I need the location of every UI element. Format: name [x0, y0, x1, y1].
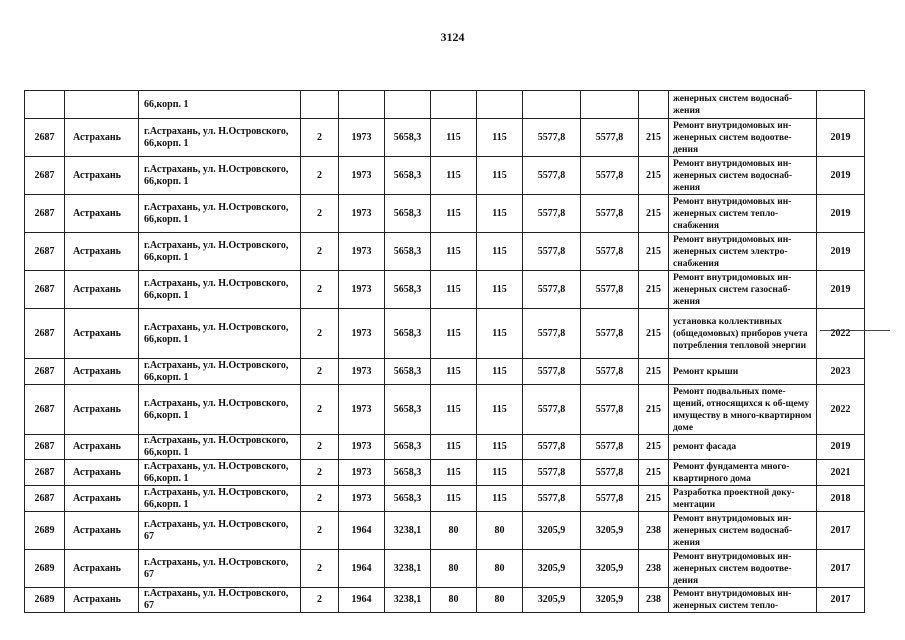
cell-address: г.Астрахань, ул. Н.Островского, 66,корп. 1 — [139, 486, 301, 512]
cell-area-a: 5577,8 — [523, 195, 581, 233]
cell-row-id: 2689 — [25, 512, 65, 550]
cell-total-area: 5658,3 — [385, 435, 431, 460]
cell-floors: 2 — [301, 486, 339, 512]
cell-planned-year: 2019 — [817, 271, 865, 309]
cell-address: г.Астрахань, ул. Н.Островского, 66,корп. 1 — [139, 195, 301, 233]
table-row — [25, 195, 865, 233]
cell-planned-year: 2023 — [817, 359, 865, 385]
cell-col-11: 215 — [639, 233, 669, 271]
cell-address: г.Астрахань, ул. Н.Островского, 66,корп. 1 — [139, 309, 301, 359]
cell-total-area: 5658,3 — [385, 195, 431, 233]
cell-year-built: 1973 — [339, 435, 385, 460]
table-row — [25, 119, 865, 157]
cell-col-8: 115 — [477, 233, 523, 271]
cell-year-built: 1973 — [339, 385, 385, 435]
cell-total-area: 5658,3 — [385, 359, 431, 385]
cell-area-a: 3205,9 — [523, 588, 581, 613]
cell-col-8: 115 — [477, 435, 523, 460]
cell-area-b: 5577,8 — [581, 233, 639, 271]
cell-col-11: 238 — [639, 588, 669, 613]
cell-area-a: 5577,8 — [523, 271, 581, 309]
cell-work-type: Ремонт внутридомовых ин-женерных систем электро-снабжения — [669, 233, 817, 271]
cell-col-11: 215 — [639, 359, 669, 385]
cell-total-area: 5658,3 — [385, 309, 431, 359]
cell-work-type: Ремонт внутридомовых ин-женерных систем тепло-снабжения — [669, 195, 817, 233]
cell-col-8: 115 — [477, 486, 523, 512]
cell-work-type: Ремонт внутридомовых ин-женерных систем газоснаб-жения — [669, 271, 817, 309]
cell-col-11: 215 — [639, 435, 669, 460]
cell-row-id: 2687 — [25, 385, 65, 435]
cell-col-11: 215 — [639, 309, 669, 359]
cell-col-7: 115 — [431, 119, 477, 157]
cell-row-id: 2687 — [25, 309, 65, 359]
cell-planned-year: 2017 — [817, 550, 865, 588]
cell-col-11: 238 — [639, 512, 669, 550]
cell-col-11: 215 — [639, 385, 669, 435]
cell-year-built: 1973 — [339, 157, 385, 195]
cell-col-7: 115 — [431, 486, 477, 512]
cell-city: Астрахань — [65, 359, 139, 385]
cell-work-type: Ремонт внутридомовых ин-женерных систем водоснаб-жения — [669, 512, 817, 550]
cell-work-type: Ремонт фундамента много-квартирного дома — [669, 460, 817, 486]
cell-col-7: 115 — [431, 271, 477, 309]
cell-year-built: 1973 — [339, 460, 385, 486]
cell-col-7: 115 — [431, 460, 477, 486]
cell-year-built: 1973 — [339, 486, 385, 512]
cell-floors: 2 — [301, 385, 339, 435]
cell-work-type: Ремонт подвальных поме-щений, относящихся к об-щему имуществу в много-квартирном доме — [669, 385, 817, 435]
table-row — [25, 460, 865, 486]
cell-col-11: 238 — [639, 550, 669, 588]
stray-scan-line — [820, 330, 890, 331]
cell-year-built: 1964 — [339, 588, 385, 613]
cell-row-id: 2687 — [25, 157, 65, 195]
cell-planned-year: 2017 — [817, 512, 865, 550]
cell-area-b: 5577,8 — [581, 435, 639, 460]
cell-city: Астрахань — [65, 486, 139, 512]
table-row — [25, 550, 865, 588]
cell-col-8: 80 — [477, 512, 523, 550]
cell-address: 66,корп. 1 — [139, 91, 301, 119]
cell-city: Астрахань — [65, 157, 139, 195]
table-row — [25, 157, 865, 195]
cell-col-7: 115 — [431, 233, 477, 271]
cell-planned-year: 2017 — [817, 588, 865, 613]
cell-col-11: 215 — [639, 195, 669, 233]
cell-row-id: 2687 — [25, 486, 65, 512]
cell-area-b: 3205,9 — [581, 588, 639, 613]
cell-work-type: Ремонт внутридомовых ин-женерных систем водоснаб-жения — [669, 157, 817, 195]
table-row — [25, 309, 865, 359]
cell-col-11 — [639, 91, 669, 119]
cell-floors: 2 — [301, 550, 339, 588]
cell-area-b: 5577,8 — [581, 486, 639, 512]
cell-area-b: 5577,8 — [581, 157, 639, 195]
cell-col-8 — [477, 91, 523, 119]
cell-year-built: 1964 — [339, 550, 385, 588]
cell-total-area — [385, 91, 431, 119]
cell-floors: 2 — [301, 512, 339, 550]
cell-address: г.Астрахань, ул. Н.Островского, 66,корп. 1 — [139, 157, 301, 195]
cell-col-8: 115 — [477, 195, 523, 233]
cell-floors: 2 — [301, 460, 339, 486]
cell-planned-year: 2022 — [817, 385, 865, 435]
table-row — [25, 512, 865, 550]
cell-col-7: 80 — [431, 588, 477, 613]
cell-city: Астрахань — [65, 119, 139, 157]
cell-year-built: 1973 — [339, 359, 385, 385]
cell-area-a — [523, 91, 581, 119]
cell-city: Астрахань — [65, 460, 139, 486]
cell-city: Астрахань — [65, 435, 139, 460]
cell-area-a: 3205,9 — [523, 512, 581, 550]
cell-col-7: 115 — [431, 157, 477, 195]
cell-area-a: 5577,8 — [523, 233, 581, 271]
cell-floors: 2 — [301, 588, 339, 613]
cell-planned-year: 2022 — [817, 309, 865, 359]
cell-row-id: 2689 — [25, 588, 65, 613]
cell-floors: 2 — [301, 195, 339, 233]
cell-row-id: 2687 — [25, 233, 65, 271]
cell-col-8: 115 — [477, 359, 523, 385]
cell-city — [65, 91, 139, 119]
cell-col-7: 115 — [431, 435, 477, 460]
cell-col-7 — [431, 91, 477, 119]
cell-planned-year: 2019 — [817, 435, 865, 460]
cell-city: Астрахань — [65, 512, 139, 550]
cell-city: Астрахань — [65, 385, 139, 435]
cell-address: г.Астрахань, ул. Н.Островского, 66,корп. 1 — [139, 359, 301, 385]
cell-col-7: 115 — [431, 309, 477, 359]
cell-col-8: 115 — [477, 157, 523, 195]
cell-address: г.Астрахань, ул. Н.Островского, 67 — [139, 588, 301, 613]
cell-area-b: 3205,9 — [581, 512, 639, 550]
cell-row-id: 2687 — [25, 195, 65, 233]
cell-col-11: 215 — [639, 271, 669, 309]
cell-floors: 2 — [301, 271, 339, 309]
cell-area-a: 5577,8 — [523, 385, 581, 435]
cell-work-type: Ремонт внутридомовых ин-женерных систем водоотве-дения — [669, 550, 817, 588]
cell-total-area: 5658,3 — [385, 385, 431, 435]
cell-total-area: 5658,3 — [385, 119, 431, 157]
cell-total-area: 5658,3 — [385, 486, 431, 512]
cell-area-a: 5577,8 — [523, 435, 581, 460]
page-number: 3124 — [440, 30, 465, 44]
cell-area-a: 5577,8 — [523, 309, 581, 359]
cell-col-7: 80 — [431, 550, 477, 588]
cell-row-id: 2687 — [25, 460, 65, 486]
cell-area-b: 5577,8 — [581, 359, 639, 385]
cell-area-b — [581, 91, 639, 119]
table-row — [25, 385, 865, 435]
cell-col-8: 80 — [477, 588, 523, 613]
cell-work-type: установка коллективных (общедомовых) приборов учета потребления тепловой энергии — [669, 309, 817, 359]
cell-year-built: 1964 — [339, 512, 385, 550]
cell-floors: 2 — [301, 157, 339, 195]
cell-col-8: 115 — [477, 271, 523, 309]
cell-area-b: 5577,8 — [581, 309, 639, 359]
cell-city: Астрахань — [65, 233, 139, 271]
cell-total-area: 3238,1 — [385, 550, 431, 588]
cell-area-a: 5577,8 — [523, 460, 581, 486]
cell-col-11: 215 — [639, 157, 669, 195]
cell-city: Астрахань — [65, 588, 139, 613]
cell-planned-year: 2019 — [817, 119, 865, 157]
cell-total-area: 5658,3 — [385, 157, 431, 195]
cell-work-type: Ремонт крыши — [669, 359, 817, 385]
cell-area-a: 5577,8 — [523, 119, 581, 157]
cell-city: Астрахань — [65, 195, 139, 233]
cell-col-11: 215 — [639, 119, 669, 157]
table-row — [25, 271, 865, 309]
cell-planned-year — [817, 91, 865, 119]
cell-col-7: 115 — [431, 385, 477, 435]
cell-planned-year: 2021 — [817, 460, 865, 486]
cell-address: г.Астрахань, ул. Н.Островского, 66,корп. 1 — [139, 385, 301, 435]
cell-floors: 2 — [301, 233, 339, 271]
cell-city: Астрахань — [65, 309, 139, 359]
cell-col-7: 80 — [431, 512, 477, 550]
cell-total-area: 5658,3 — [385, 233, 431, 271]
table-row — [25, 588, 865, 613]
cell-col-7: 115 — [431, 359, 477, 385]
cell-area-b: 5577,8 — [581, 195, 639, 233]
cell-col-7: 115 — [431, 195, 477, 233]
cell-col-8: 115 — [477, 385, 523, 435]
cell-address: г.Астрахань, ул. Н.Островского, 67 — [139, 550, 301, 588]
cell-work-type: Ремонт внутридомовых ин-женерных систем водоотве-дения — [669, 119, 817, 157]
cell-area-b: 3205,9 — [581, 550, 639, 588]
cell-total-area: 3238,1 — [385, 512, 431, 550]
cell-area-b: 5577,8 — [581, 271, 639, 309]
cell-area-b: 5577,8 — [581, 385, 639, 435]
cell-planned-year: 2019 — [817, 233, 865, 271]
cell-address: г.Астрахань, ул. Н.Островского, 66,корп. 1 — [139, 435, 301, 460]
cell-col-11: 215 — [639, 460, 669, 486]
cell-floors: 2 — [301, 435, 339, 460]
cell-floors: 2 — [301, 119, 339, 157]
cell-work-type: ремонт фасада — [669, 435, 817, 460]
cell-address: г.Астрахань, ул. Н.Островского, 66,корп. 1 — [139, 119, 301, 157]
cell-year-built: 1973 — [339, 119, 385, 157]
cell-planned-year: 2018 — [817, 486, 865, 512]
cell-work-type: Ремонт внутридомовых ин-женерных систем тепло- — [669, 588, 817, 613]
table-row — [25, 359, 865, 385]
cell-row-id: 2687 — [25, 271, 65, 309]
cell-floors — [301, 91, 339, 119]
cell-address: г.Астрахань, ул. Н.Островского, 67 — [139, 512, 301, 550]
cell-total-area: 5658,3 — [385, 460, 431, 486]
cell-planned-year: 2019 — [817, 195, 865, 233]
table-row — [25, 435, 865, 460]
cell-floors: 2 — [301, 359, 339, 385]
cell-row-id: 2687 — [25, 119, 65, 157]
cell-year-built: 1973 — [339, 195, 385, 233]
cell-row-id — [25, 91, 65, 119]
cell-area-b: 5577,8 — [581, 119, 639, 157]
cell-row-id: 2689 — [25, 550, 65, 588]
cell-year-built — [339, 91, 385, 119]
cell-col-11: 215 — [639, 486, 669, 512]
cell-col-8: 115 — [477, 309, 523, 359]
cell-work-type: женерных систем водоснаб-жения — [669, 91, 817, 119]
cell-year-built: 1973 — [339, 233, 385, 271]
table-row — [25, 91, 865, 119]
cell-year-built: 1973 — [339, 271, 385, 309]
cell-address: г.Астрахань, ул. Н.Островского, 66,корп. 1 — [139, 460, 301, 486]
cell-address: г.Астрахань, ул. Н.Островского, 66,корп. 1 — [139, 233, 301, 271]
cell-col-8: 115 — [477, 119, 523, 157]
cell-area-b: 5577,8 — [581, 460, 639, 486]
cell-row-id: 2687 — [25, 359, 65, 385]
cell-year-built: 1973 — [339, 309, 385, 359]
cell-area-a: 5577,8 — [523, 359, 581, 385]
cell-row-id: 2687 — [25, 435, 65, 460]
table-row — [25, 233, 865, 271]
cell-address: г.Астрахань, ул. Н.Островского, 66,корп. 1 — [139, 271, 301, 309]
cell-city: Астрахань — [65, 550, 139, 588]
cell-area-a: 3205,9 — [523, 550, 581, 588]
table-row — [25, 486, 865, 512]
registry-table — [24, 90, 865, 613]
cell-planned-year: 2019 — [817, 157, 865, 195]
cell-floors: 2 — [301, 309, 339, 359]
cell-area-a: 5577,8 — [523, 157, 581, 195]
cell-col-8: 80 — [477, 550, 523, 588]
cell-area-a: 5577,8 — [523, 486, 581, 512]
cell-city: Астрахань — [65, 271, 139, 309]
cell-total-area: 5658,3 — [385, 271, 431, 309]
cell-col-8: 115 — [477, 460, 523, 486]
cell-total-area: 3238,1 — [385, 588, 431, 613]
cell-work-type: Разработка проектной доку-ментации — [669, 486, 817, 512]
